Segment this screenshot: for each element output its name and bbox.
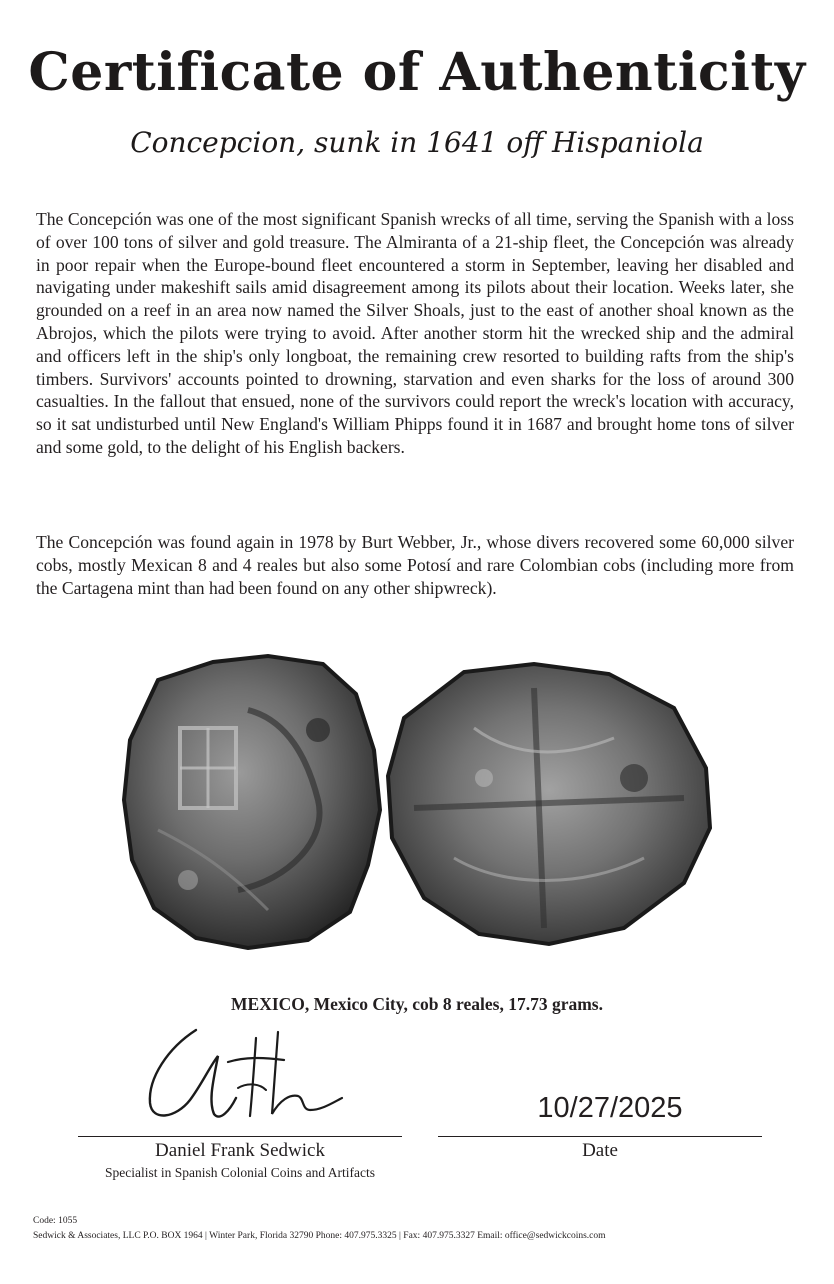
recovery-paragraph: The Concepción was found again in 1978 by Burt Webber, Jr., whose divers recovered some 60,000 silver cobs, mostly Mexican 8 and 4 reales but also some Potosí and rare Colombian cobs (including more from the Cartagena mint than had been found on any other shipwreck). [36, 532, 794, 598]
signer-title: Specialist in Spanish Colonial Coins and Artifacts [105, 1165, 375, 1180]
date-label: Date [582, 1140, 618, 1161]
certificate-title: Certificate of Authenticity [28, 42, 806, 103]
date-line [438, 1136, 762, 1137]
certificate-subtitle: Concepcion, sunk in 1641 off Hispaniola [130, 126, 704, 159]
handwritten-signature [128, 1018, 358, 1128]
coin-reverse-image [384, 658, 716, 948]
signature-line [78, 1136, 402, 1137]
coin-obverse-image [118, 650, 386, 950]
certificate-code: Code: 1055 [33, 1216, 78, 1226]
signer-name: Daniel Frank Sedwick [155, 1140, 325, 1161]
coin-caption: MEXICO, Mexico City, cob 8 reales, 17.73 grams. [231, 994, 603, 1014]
footer-contact: Sedwick & Associates, LLC P.O. BOX 1964 | Winter Park, Florida 32790 Phone: 407.975.3325 | Fax: 407.975.3327 Email: office@sedwickcoins.com [33, 1231, 606, 1241]
certificate-date: 10/27/2025 [537, 1092, 683, 1124]
history-paragraph: The Concepción was one of the most significant Spanish wrecks of all time, serving the Spanish with a loss of over 100 tons of silver and gold treasure. The Almiranta of a 21-ship fleet, the Concepción was already in poor repair when the Europe-bound fleet encountered a storm in September, leaving her disabled and navigating under makeshift sails amid disagreement among its pilots about their location. Weeks later, she grounded on a reef in an area now named the Silver Shoals, just to the east of another shoal known as the Abrojos, which the pilots were trying to avoid. After another storm hit the wrecked ship and the admiral and officers left in the ship's only longboat, the remaining crew resorted to building rafts from the ship's timbers. Survivors' accounts pointed to drowning, starvation and even sharks for the loss of around 300 casualties. In the fallout that ensued, none of the survivors could report the wreck's location with accuracy, so it sat undisturbed until New England's William Phipps found it in 1687 and brought home tons of silver and some gold, to the delight of his English backers. [36, 209, 794, 457]
